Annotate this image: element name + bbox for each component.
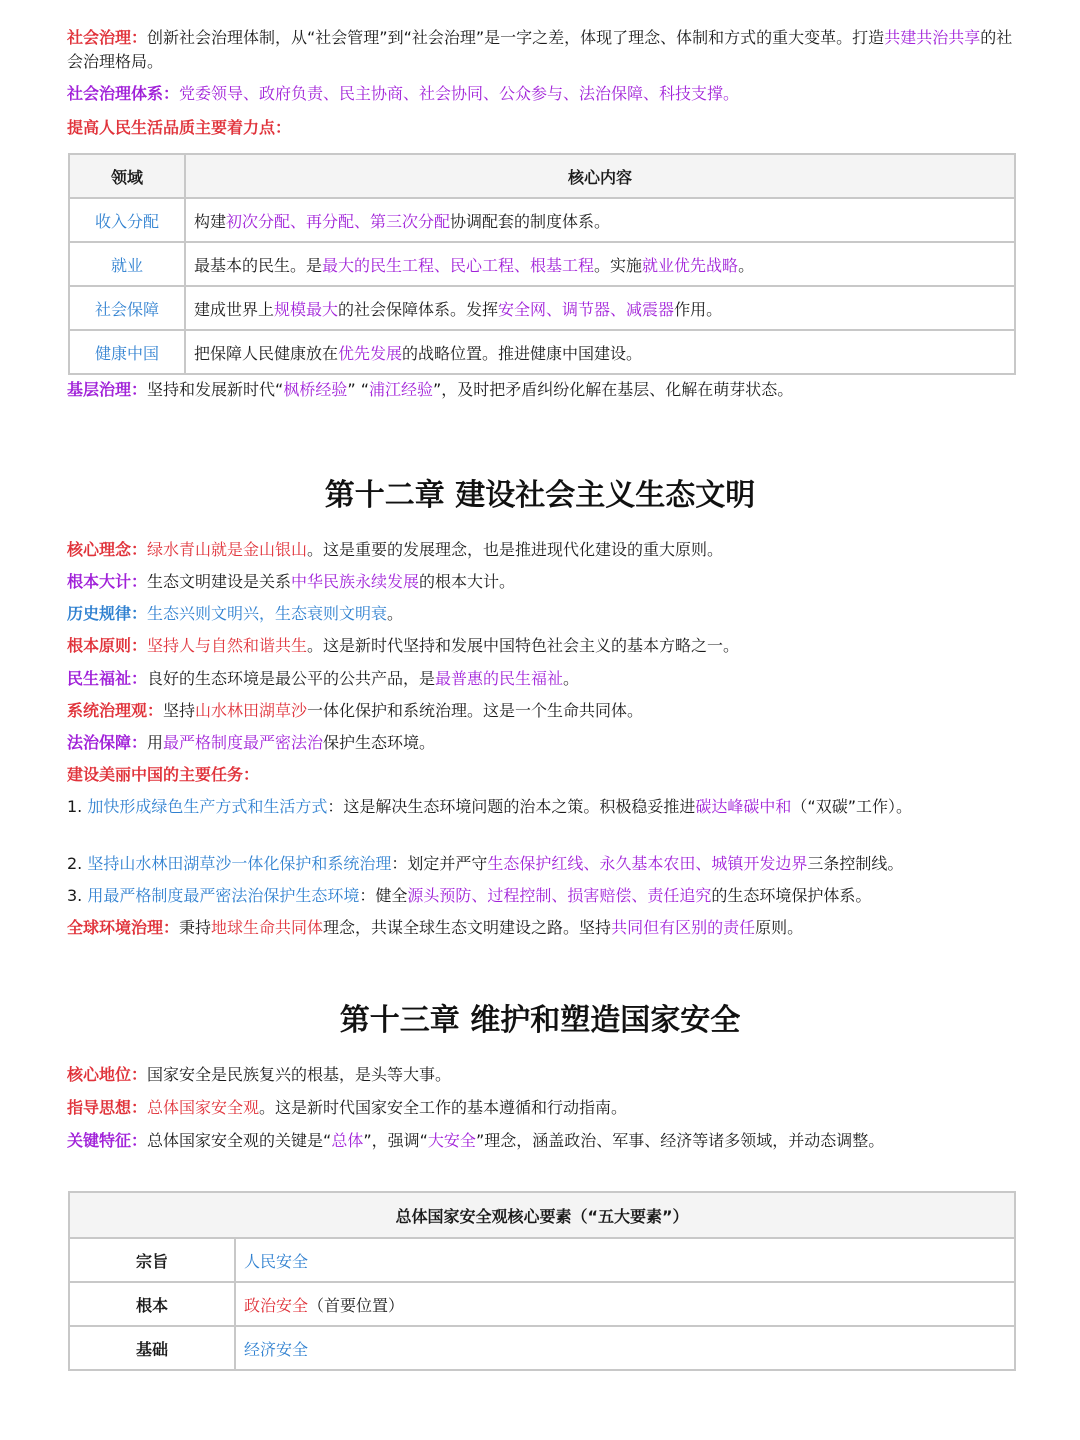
global-governance-text-2: 理念，共谋全球生态文明建设之路。坚持 (323, 918, 612, 937)
grassroots-highlight-1: 枫桥经验 (283, 380, 348, 399)
row-text: 。实施 (594, 255, 643, 275)
task-item-2 (67, 852, 1017, 876)
table-header-content: 核心内容 (185, 154, 1015, 198)
row-value (235, 1238, 1015, 1282)
core-status-label: 核心地位： (67, 1065, 148, 1084)
task-highlight-2: 生态保护红线、永久基本农田、城镇开发边界 (487, 854, 808, 873)
global-governance-text-1: 秉持 (179, 918, 212, 937)
rule-of-law-paragraph (67, 731, 1017, 755)
grassroots-paragraph (67, 378, 1017, 402)
task-item-1 (67, 795, 1017, 819)
row-value (235, 1282, 1015, 1326)
row-text: 。 (738, 255, 755, 275)
key-feature-text-1: 总体国家安全观的关键是“ (147, 1131, 332, 1150)
livelihood-focus-title: 提高人民生活品质主要着力点： (67, 118, 292, 137)
table-row (69, 1238, 1015, 1282)
table-row (69, 242, 1015, 286)
row-text: 建成世界上 (194, 299, 275, 319)
rule-of-law-text-1: 用 (147, 733, 164, 752)
row-text: 协调配套的制度体系。 (450, 211, 611, 231)
table-header: 总体国家安全观核心要素（“五大要素”） (69, 1192, 1015, 1238)
grassroots-highlight-2: 浦江经验 (369, 380, 434, 399)
row-key: 根本 (69, 1282, 235, 1326)
fundamental-principle-paragraph (67, 634, 1017, 658)
key-feature-text-3: ”理念，涵盖政治、军事、经济等诸多领域，并动态调整。 (475, 1131, 885, 1150)
fundamental-plan-text-1: 生态文明建设是关系 (147, 572, 292, 591)
row-text: 的社会保障体系。发挥 (338, 299, 499, 319)
key-feature-paragraph (67, 1129, 1017, 1153)
rule-of-law-highlight: 最严格制度最严密法治 (163, 733, 324, 752)
core-status-paragraph (67, 1063, 1017, 1087)
row-highlight: 人民安全 (244, 1251, 309, 1271)
row-note: （首要位置） (308, 1295, 405, 1315)
row-highlight: 规模最大 (274, 299, 339, 319)
row-key: 宗旨 (69, 1238, 235, 1282)
governance-system-text: 党委领导、政府负责、民主协商、社会协同、公众参与、法治保障、科技支撑。 (179, 84, 740, 103)
task-number: 1. (67, 797, 88, 816)
rule-of-law-text-2: 保护生态环境。 (323, 733, 436, 752)
task-highlight: 用最严格制度最严密法治保护生态环境 (87, 886, 360, 905)
governance-system-label: 社会治理体系： (67, 84, 180, 103)
chapter-13-title: 第十三章 维护和塑造国家安全 (339, 1003, 741, 1038)
system-view-highlight: 山水林田湖草沙 (195, 701, 308, 720)
fundamental-principle-text: 。这是新时代坚持和发展中国特色社会主义的基本方略之一。 (307, 636, 740, 655)
governance-system-paragraph (67, 82, 1017, 106)
row-highlight: 经济安全 (244, 1339, 309, 1359)
core-status-text: 国家安全是民族复兴的根基，是头等大事。 (147, 1065, 452, 1084)
fundamental-principle-label: 根本原则： (67, 636, 148, 655)
row-highlight: 安全网、调节器、减震器 (498, 299, 675, 319)
task-text-2: （“双碳”工作）。 (791, 797, 912, 816)
grassroots-text-1: 坚持和发展新时代“ (147, 380, 284, 399)
national-security-table (68, 1191, 1016, 1371)
row-key: 就业 (69, 242, 185, 286)
global-governance-paragraph (67, 916, 1017, 940)
row-highlight: 政治安全 (244, 1295, 309, 1315)
historical-law-label: 历史规律： (67, 604, 148, 623)
guiding-thought-paragraph (67, 1096, 1017, 1120)
task-highlight: 加快形成绿色生产方式和生活方式 (87, 797, 328, 816)
tasks-title: 建设美丽中国的主要任务： (67, 765, 260, 784)
row-highlight: 就业优先战略 (642, 255, 739, 275)
task-text-1: ：健全 (359, 886, 408, 905)
social-governance-text-1: 创新社会治理体制，从“社会管理”到“社会治理”是一字之差，体现了理念、体制和方式的重大变革。打造 (147, 28, 885, 47)
row-key: 健康中国 (69, 330, 185, 374)
row-text: 把保障人民健康放在 (194, 343, 339, 363)
core-concept-text: 。这是重要的发展理念，也是推进现代化建设的重大原则。 (307, 540, 724, 559)
welfare-label: 民生福祉： (67, 669, 148, 688)
row-value (235, 1326, 1015, 1370)
social-governance-label: 社会治理： (67, 28, 148, 47)
key-feature-text-2: ”，强调“ (363, 1131, 428, 1150)
row-highlight: 优先发展 (338, 343, 403, 363)
system-view-label: 系统治理观： (67, 701, 164, 720)
table-row (69, 330, 1015, 374)
historical-law-text: 。 (387, 604, 404, 623)
system-view-text-1: 坚持 (163, 701, 196, 720)
system-view-paragraph (67, 699, 1017, 723)
historical-law-highlight: 生态兴则文明兴，生态衰则文明衰 (147, 604, 388, 623)
global-governance-highlight: 地球生命共同体 (211, 918, 324, 937)
row-key: 社会保障 (69, 286, 185, 330)
system-view-text-2: 一体化保护和系统治理。这是一个生命共同体。 (307, 701, 644, 720)
key-feature-label: 关键特征： (67, 1131, 148, 1150)
row-value (185, 330, 1015, 374)
row-highlight: 最大的民生工程、民心工程、根基工程 (322, 255, 595, 275)
row-text: 构建 (194, 211, 227, 231)
task-item-3 (67, 884, 1017, 908)
task-highlight-2: 源头预防、过程控制、损害赔偿、责任追究 (407, 886, 712, 905)
welfare-paragraph (67, 667, 1017, 691)
task-text-2: 三条控制线。 (807, 854, 904, 873)
fundamental-plan-label: 根本大计： (67, 572, 148, 591)
guiding-thought-label: 指导思想： (67, 1098, 148, 1117)
row-key: 收入分配 (69, 198, 185, 242)
task-text-1: ：划定并严守 (391, 854, 488, 873)
chapter-12-title: 第十二章 建设社会主义生态文明 (324, 478, 756, 513)
historical-law-paragraph (67, 602, 1017, 626)
rule-of-law-label: 法治保障： (67, 733, 148, 752)
fundamental-plan-text-2: 的根本大计。 (419, 572, 516, 591)
livelihood-table (68, 153, 1016, 375)
welfare-text-2: 。 (563, 669, 580, 688)
guiding-thought-text: 。这是新时代国家安全工作的基本遵循和行动指南。 (259, 1098, 628, 1117)
table-row (69, 1326, 1015, 1370)
global-governance-label: 全球环境治理： (67, 918, 180, 937)
row-value (185, 242, 1015, 286)
fundamental-plan-highlight: 中华民族永续发展 (291, 572, 420, 591)
table-row (69, 1282, 1015, 1326)
social-governance-text-2: 的社会治理格局。 (67, 28, 1013, 71)
social-governance-highlight: 共建共治共享 (884, 28, 981, 47)
row-highlight: 初次分配、再分配、第三次分配 (226, 211, 451, 231)
core-concept-highlight: 绿水青山就是金山银山 (147, 540, 308, 559)
welfare-highlight: 最普惠的民生福祉 (435, 669, 564, 688)
social-governance-paragraph (67, 26, 1017, 74)
table-header-domain: 领域 (69, 154, 185, 198)
task-text-1: ：这是解决生态环境问题的治本之策。积极稳妥推进 (327, 797, 696, 816)
row-text: 的战略位置。推进健康中国建设。 (402, 343, 643, 363)
table-row (69, 286, 1015, 330)
welfare-text-1: 良好的生态环境是最公平的公共产品，是 (147, 669, 436, 688)
global-governance-highlight-2: 共同但有区别的责任 (611, 918, 756, 937)
key-feature-highlight-2: 大安全 (427, 1131, 476, 1150)
task-highlight: 坚持山水林田湖草沙一体化保护和系统治理 (87, 854, 392, 873)
fundamental-principle-highlight: 坚持人与自然和谐共生 (147, 636, 308, 655)
row-text: 最基本的民生。是 (194, 255, 323, 275)
task-number: 2. (67, 854, 88, 873)
table-header-row (69, 154, 1015, 198)
row-text: 作用。 (674, 299, 723, 319)
row-key: 基础 (69, 1326, 235, 1370)
table-row (69, 198, 1015, 242)
row-value (185, 198, 1015, 242)
task-number: 3. (67, 886, 88, 905)
core-concept-paragraph (67, 538, 1017, 562)
key-feature-highlight: 总体 (331, 1131, 364, 1150)
task-text-2: 的生态环境保护体系。 (711, 886, 872, 905)
global-governance-text-3: 原则。 (755, 918, 804, 937)
guiding-thought-highlight: 总体国家安全观 (147, 1098, 260, 1117)
task-highlight-2: 碳达峰碳中和 (695, 797, 792, 816)
fundamental-plan-paragraph (67, 570, 1017, 594)
grassroots-label: 基层治理： (67, 380, 148, 399)
grassroots-text-2: ” “ (347, 380, 369, 399)
core-concept-label: 核心理念： (67, 540, 148, 559)
table-header-row (69, 1192, 1015, 1238)
row-value (185, 286, 1015, 330)
grassroots-text-3: ”，及时把矛盾纠纷化解在基层、化解在萌芽状态。 (433, 380, 794, 399)
